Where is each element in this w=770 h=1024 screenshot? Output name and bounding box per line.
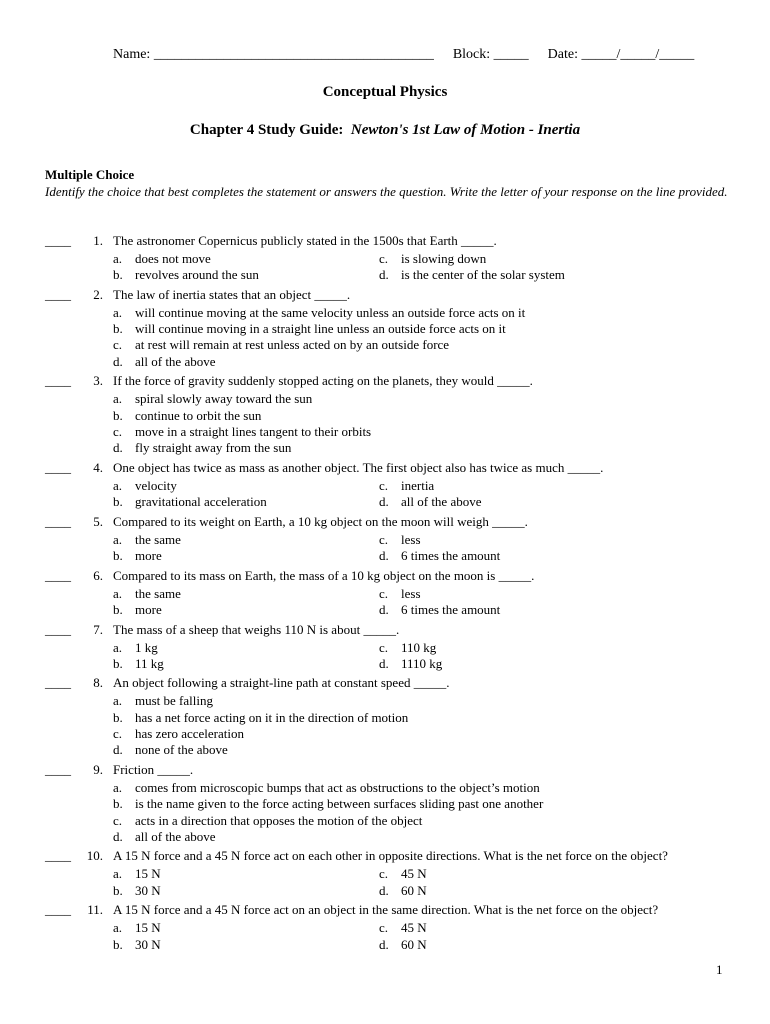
option-text: none of the above: [135, 742, 228, 758]
answer-option: [379, 251, 486, 267]
answer-blank: ____: [45, 233, 71, 248]
question-stem: A 15 N force and a 45 N force act on an object in the same direction. What is the net force on the object?: [113, 902, 659, 918]
question-line: [45, 287, 735, 305]
option-text: is slowing down: [401, 251, 487, 266]
option-text: must be falling: [135, 693, 213, 709]
answer-options: [113, 391, 735, 456]
option-letter: c.: [379, 866, 389, 882]
question-number: 9.: [93, 761, 103, 777]
answer-blank: ____: [45, 373, 71, 389]
option-letter: d.: [379, 882, 389, 898]
option-text: is the name given to the force acting between surfaces sliding past one another: [135, 796, 544, 812]
option-letter: b.: [113, 407, 123, 423]
answer-option: [113, 742, 228, 758]
option-letter: a.: [113, 304, 123, 320]
answer-option: [113, 829, 216, 845]
question-item: [45, 514, 735, 565]
option-letter: c.: [379, 639, 389, 655]
answer-option: [113, 305, 525, 321]
option-text: 45 N: [401, 866, 427, 882]
option-text: all of the above: [135, 353, 216, 369]
option-text: more: [135, 548, 162, 564]
answer-option: [379, 548, 500, 564]
option-letter: c.: [113, 726, 123, 742]
name-field: Name: ________________________________________: [113, 47, 434, 62]
option-letter: c.: [379, 477, 389, 493]
question-item: [45, 568, 735, 619]
option-letter: d.: [113, 353, 123, 369]
answer-option: [379, 656, 442, 672]
date-field: Date: _____/_____/_____: [547, 47, 695, 62]
question-item: [45, 373, 735, 456]
option-row: [113, 440, 735, 456]
option-text: has zero acceleration: [135, 726, 244, 742]
answer-option: [113, 937, 161, 953]
option-text: acts in a direction that opposes the motion of the object: [135, 812, 423, 828]
option-text: all of the above: [401, 494, 482, 510]
answer-option: [113, 251, 211, 267]
question-number: 8.: [93, 675, 103, 691]
answer-options: [113, 251, 735, 284]
option-row: [113, 726, 735, 742]
option-row: [113, 321, 735, 337]
option-text: the same: [135, 585, 181, 601]
answer-options: [113, 920, 735, 953]
answer-option: [113, 796, 543, 812]
answer-blank: ____: [45, 675, 71, 691]
question-line: [45, 514, 735, 532]
answer-blank: ____: [45, 902, 71, 918]
option-text: is the center of the solar system: [401, 267, 565, 283]
option-row: [113, 337, 735, 353]
option-row: [113, 408, 735, 424]
question-stem: The astronomer Copernicus publicly stated in the 1500s that Earth _____.: [113, 233, 497, 248]
answer-option: [379, 866, 427, 882]
option-row: [113, 478, 735, 494]
option-text: more: [135, 601, 162, 617]
answer-option: [113, 391, 312, 407]
option-letter: b.: [113, 548, 123, 564]
option-letter: b.: [113, 267, 123, 283]
answer-option: [113, 710, 408, 726]
answer-blank: ____: [45, 286, 71, 302]
option-text: all of the above: [135, 828, 216, 844]
section-instructions: Identify the choice that best completes the statement or answers the question. Write the letter of your response on the line provided.: [45, 184, 728, 199]
option-letter: a.: [113, 920, 123, 936]
option-row: [113, 532, 735, 548]
answer-option: [113, 726, 244, 742]
answer-option: [113, 267, 259, 283]
question-item: [45, 622, 735, 673]
answer-option: [113, 693, 213, 709]
option-text: gravitational acceleration: [135, 494, 267, 510]
answer-option: [113, 494, 267, 510]
option-letter: a.: [113, 477, 123, 493]
answer-option: [113, 408, 261, 424]
option-text: 11 kg: [135, 655, 164, 671]
option-text: 15 N: [135, 920, 161, 936]
option-row: [113, 548, 735, 564]
option-letter: c.: [379, 585, 389, 601]
answer-option: [379, 267, 565, 283]
answer-option: [113, 586, 181, 602]
option-row: [113, 710, 735, 726]
question-number: 4.: [93, 459, 103, 475]
question-stem: An object following a straight-line path at constant speed _____.: [113, 675, 450, 691]
option-letter: a.: [113, 391, 123, 407]
question-line: [45, 373, 735, 391]
option-text: comes from microscopic bumps that act as obstructions to the object’s motion: [135, 779, 540, 795]
answer-option: [379, 586, 421, 602]
option-letter: a.: [113, 585, 123, 601]
option-letter: b.: [113, 882, 123, 898]
question-line: [45, 568, 735, 586]
question-item: [45, 460, 735, 511]
answer-option: [113, 920, 161, 936]
option-letter: d.: [379, 655, 389, 671]
question-item: [45, 902, 735, 953]
answer-blank: ____: [45, 621, 71, 637]
block-field: Block: _____: [452, 47, 529, 62]
answer-option: [113, 883, 161, 899]
answer-option: [379, 883, 427, 899]
option-text: fly straight away from the sun: [135, 440, 292, 456]
option-letter: d.: [379, 267, 389, 283]
option-letter: c.: [113, 812, 123, 828]
answer-option: [113, 640, 158, 656]
question-item: [45, 233, 735, 284]
chapter-label: Chapter 4 Study Guide:: [189, 122, 344, 138]
option-text: 1 kg: [135, 639, 158, 655]
option-row: [113, 937, 735, 953]
option-text: 45 N: [401, 920, 427, 936]
option-letter: a.: [113, 531, 123, 547]
option-text: velocity: [135, 477, 177, 493]
chapter-title: [0, 122, 770, 139]
option-letter: d.: [379, 601, 389, 617]
option-row: [113, 693, 735, 709]
answer-option: [379, 937, 427, 953]
question-line: [45, 460, 735, 478]
option-row: [113, 424, 735, 440]
answer-option: [113, 866, 161, 882]
option-row: [113, 883, 735, 899]
question-line: [45, 233, 735, 251]
answer-options: [113, 305, 735, 370]
answer-option: [113, 424, 371, 440]
option-row: [113, 656, 735, 672]
answer-options: [113, 693, 735, 758]
answer-options: [113, 586, 735, 619]
question-line: [45, 762, 735, 780]
answer-option: [113, 602, 162, 618]
option-letter: c.: [379, 251, 389, 266]
question-item: [45, 675, 735, 758]
answer-option: [113, 780, 540, 796]
option-letter: a.: [113, 779, 123, 795]
page-number: 1: [716, 962, 723, 977]
option-row: [113, 494, 735, 510]
answer-option: [113, 440, 291, 456]
option-row: [113, 586, 735, 602]
option-letter: d.: [113, 828, 123, 844]
question-stem: A 15 N force and a 45 N force act on each other in opposite directions. What is the net force on the object?: [113, 848, 668, 864]
question-line: [45, 622, 735, 640]
option-text: 1110 kg: [401, 655, 443, 671]
option-letter: c.: [379, 531, 389, 547]
question-number: 7.: [93, 621, 103, 637]
option-letter: a.: [113, 693, 123, 709]
question-stem: One object has twice as mass as another object. The first object also has twice as much _____.: [113, 459, 604, 475]
option-letter: a.: [113, 639, 123, 655]
option-text: 6 times the amount: [401, 601, 501, 617]
option-letter: d.: [379, 494, 389, 510]
answer-option: [379, 640, 436, 656]
answer-options: [113, 532, 735, 565]
option-text: revolves around the sun: [135, 267, 259, 283]
option-letter: b.: [113, 655, 123, 671]
answer-blank: ____: [45, 761, 71, 777]
question-number: 1.: [93, 233, 103, 248]
option-text: will continue moving in a straight line unless an outside force acts on it: [135, 321, 506, 337]
student-info-header: [113, 47, 694, 63]
option-row: [113, 813, 735, 829]
option-letter: a.: [113, 866, 123, 882]
option-text: will continue moving at the same velocity unless an outside force acts on it: [135, 304, 526, 320]
answer-option: [113, 337, 449, 353]
option-letter: d.: [113, 742, 123, 758]
question-item: [45, 762, 735, 845]
option-text: does not move: [135, 251, 211, 266]
answer-option: [113, 478, 177, 494]
option-row: [113, 796, 735, 812]
option-letter: c.: [379, 920, 389, 936]
option-text: 30 N: [135, 936, 161, 952]
option-text: 30 N: [135, 882, 161, 898]
answer-option: [113, 656, 164, 672]
question-number: 3.: [93, 373, 103, 389]
answer-option: [113, 548, 162, 564]
option-text: move in a straight lines tangent to their orbits: [135, 423, 372, 439]
answer-blank: ____: [45, 459, 71, 475]
answer-option: [113, 321, 506, 337]
question-number: 2.: [93, 286, 103, 302]
option-row: [113, 866, 735, 882]
option-row: [113, 742, 735, 758]
option-text: at rest will remain at rest unless acted on by an outside force: [135, 337, 450, 353]
question-number: 5.: [93, 513, 103, 529]
question-stem: Compared to its mass on Earth, the mass of a 10 kg object on the moon is _____.: [113, 567, 535, 583]
option-row: [113, 640, 735, 656]
question-list: [45, 233, 735, 956]
option-letter: a.: [113, 251, 123, 266]
option-letter: b.: [113, 796, 123, 812]
answer-blank: ____: [45, 513, 71, 529]
answer-option: [113, 532, 181, 548]
answer-option: [379, 920, 427, 936]
answer-option: [379, 478, 434, 494]
answer-blank: ____: [45, 567, 71, 583]
option-letter: c.: [113, 337, 123, 353]
question-number: 6.: [93, 567, 103, 583]
option-row: [113, 251, 735, 267]
option-text: 60 N: [401, 882, 427, 898]
question-line: [45, 848, 735, 866]
option-text: less: [401, 585, 421, 601]
option-text: less: [401, 531, 421, 547]
question-stem: Friction _____.: [113, 761, 194, 777]
option-text: 6 times the amount: [401, 548, 501, 564]
option-letter: c.: [113, 423, 123, 439]
answer-options: [113, 640, 735, 673]
option-letter: d.: [379, 548, 389, 564]
option-letter: b.: [113, 936, 123, 952]
option-row: [113, 602, 735, 618]
question-stem: Compared to its weight on Earth, a 10 kg object on the moon will weigh _____.: [113, 513, 528, 529]
question-number: 10.: [86, 848, 103, 864]
option-text: spiral slowly away toward the sun: [135, 391, 313, 407]
question-line: [45, 675, 735, 693]
option-row: [113, 829, 735, 845]
option-row: [113, 391, 735, 407]
answer-option: [379, 532, 421, 548]
answer-option: [379, 602, 500, 618]
question-number: 11.: [87, 902, 103, 918]
option-row: [113, 305, 735, 321]
course-title: Conceptual Physics: [322, 84, 448, 100]
option-row: [113, 920, 735, 936]
answer-options: [113, 780, 735, 845]
option-letter: d.: [379, 936, 389, 952]
section-title: Multiple Choice: [45, 167, 135, 182]
question-stem: If the force of gravity suddenly stopped acting on the planets, they would _____.: [113, 373, 533, 389]
question-line: [45, 902, 735, 920]
question-item: [45, 287, 735, 370]
question-stem: The mass of a sheep that weighs 110 N is about _____.: [113, 621, 400, 637]
option-text: inertia: [401, 477, 435, 493]
option-text: 15 N: [135, 866, 161, 882]
answer-option: [113, 813, 422, 829]
option-row: [113, 780, 735, 796]
answer-blank: ____: [45, 848, 71, 864]
answer-option: [113, 354, 216, 370]
option-text: the same: [135, 531, 181, 547]
answer-options: [113, 866, 735, 899]
option-text: has a net force acting on it in the direction of motion: [135, 709, 409, 725]
option-text: 60 N: [401, 936, 427, 952]
option-letter: b.: [113, 494, 123, 510]
chapter-subtitle: Newton's 1st Law of Motion - Inertia: [350, 122, 581, 138]
answer-options: [113, 478, 735, 511]
answer-option: [379, 494, 482, 510]
option-row: [113, 354, 735, 370]
option-letter: b.: [113, 601, 123, 617]
question-stem: The law of inertia states that an object _____.: [113, 286, 351, 302]
option-text: 110 kg: [401, 639, 437, 655]
option-letter: b.: [113, 709, 123, 725]
option-letter: b.: [113, 321, 123, 337]
option-row: [113, 267, 735, 283]
question-item: [45, 848, 735, 899]
option-text: continue to orbit the sun: [135, 407, 262, 423]
option-letter: d.: [113, 440, 123, 456]
